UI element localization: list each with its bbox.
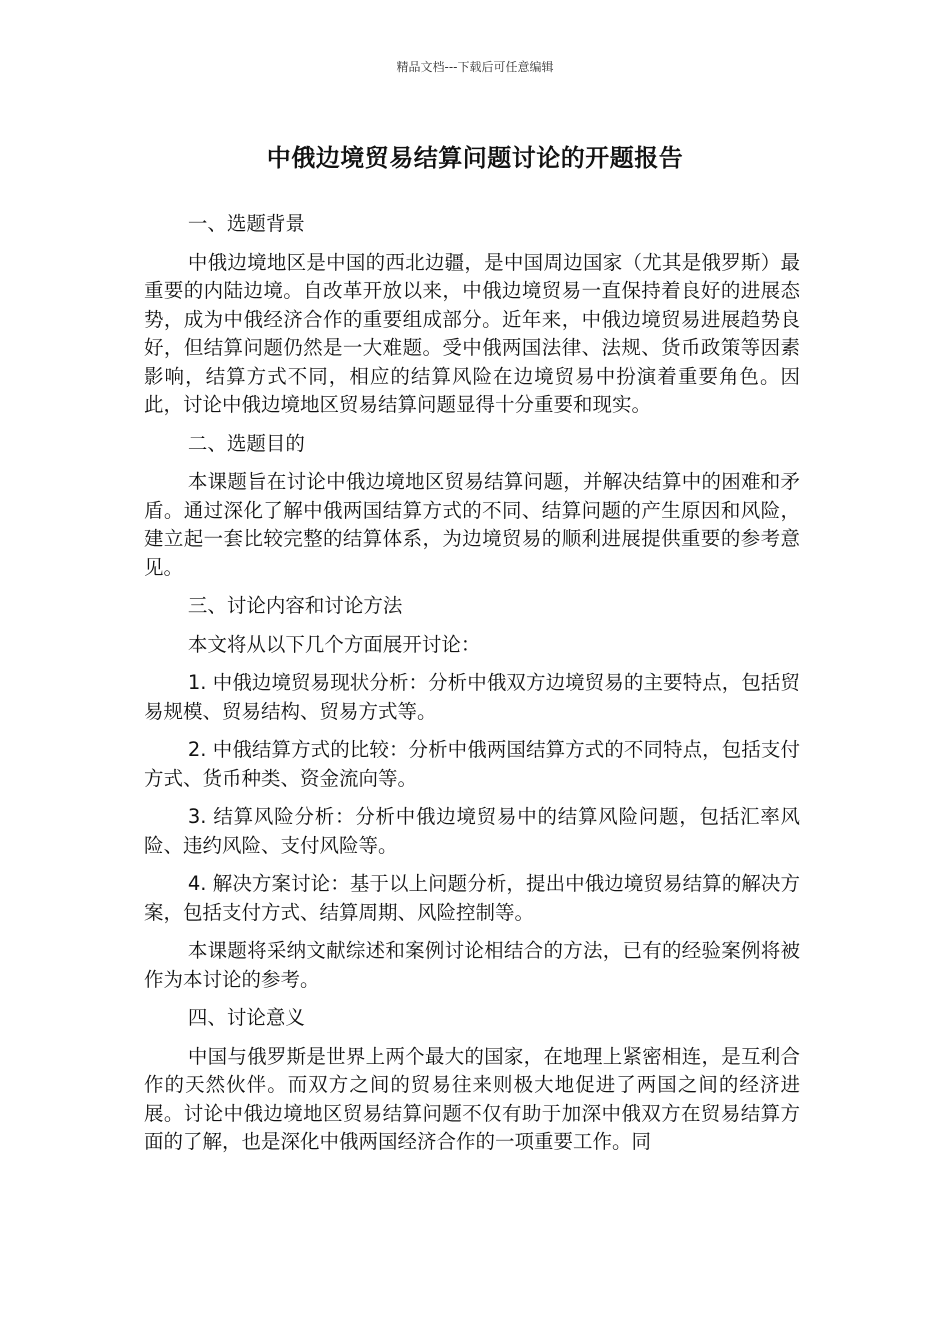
- list-item-2: 2. 中俄结算方式的比较：分析中俄两国结算方式的不同特点，包括支付方式、货币种类、资金流向等。: [144, 738, 800, 790]
- paragraph-purpose: 本课题旨在讨论中俄边境地区贸易结算问题，并解决结算中的困难和矛盾。通过深化了解中俄两国结算方式的不同、结算问题的产生原因和风险，建立起一套比较完整的结算体系，为边境贸易的顺利进展提供重要的参考意见。: [144, 470, 800, 579]
- section-heading-background: 一、选题背景: [187, 212, 305, 235]
- paragraph-background: 中俄边境地区是中国的西北边疆，是中国周边国家（尤其是俄罗斯）最重要的内陆边境。自改革开放以来，中俄边境贸易一直保持着良好的进展态势，成为中俄经济合作的重要组成部分。近年来，中俄边境贸易进展趋势良好，但结算问题仍然是一大难题。受中俄两国法律、法规、货币政策等因素影响，结算方式不同，相应的结算风险在边境贸易中扮演着重要角色。因此，讨论中俄边境地区贸易结算问题显得十分重要和现实。: [144, 250, 800, 416]
- paragraph-intro: 本文将从以下几个方面展开讨论：: [187, 632, 481, 656]
- page-header: 精品文档---下载后可任意编辑: [396, 60, 554, 74]
- list-item-1: 1. 中俄边境贸易现状分析：分析中俄双方边境贸易的主要特点，包括贸易规模、贸易结构、贸易方式等。: [144, 671, 800, 723]
- document-title: 中俄边境贸易结算问题讨论的开题报告: [266, 144, 684, 172]
- document-body: [144, 210, 800, 1167]
- list-item-3: 3. 结算风险分析：分析中俄边境贸易中的结算风险问题，包括汇率风险、违约风险、支付风险等。: [144, 805, 800, 857]
- list-item-4: 4. 解决方案讨论：基于以上问题分析，提出中俄边境贸易结算的解决方案，包括支付方式、结算周期、风险控制等。: [144, 872, 800, 924]
- paragraph-significance: 中国与俄罗斯是世界上两个最大的国家，在地理上紧密相连，是互利合作的天然伙伴。而双方之间的贸易往来则极大地促进了两国之间的经济进展。讨论中俄边境地区贸易结算问题不仅有助于加深中俄双方在贸易结算方面的了解，也是深化中俄两国经济合作的一项重要工作。同: [144, 1044, 800, 1153]
- section-heading-purpose: 二、选题目的: [187, 431, 305, 455]
- paragraph-methods: 本课题将采纳文献综述和案例讨论相结合的方法，已有的经验案例将被作为本讨论的参考。: [144, 939, 800, 991]
- section-heading-significance: 四、讨论意义: [187, 1006, 305, 1029]
- section-heading-content-methods: 三、讨论内容和讨论方法: [187, 594, 403, 617]
